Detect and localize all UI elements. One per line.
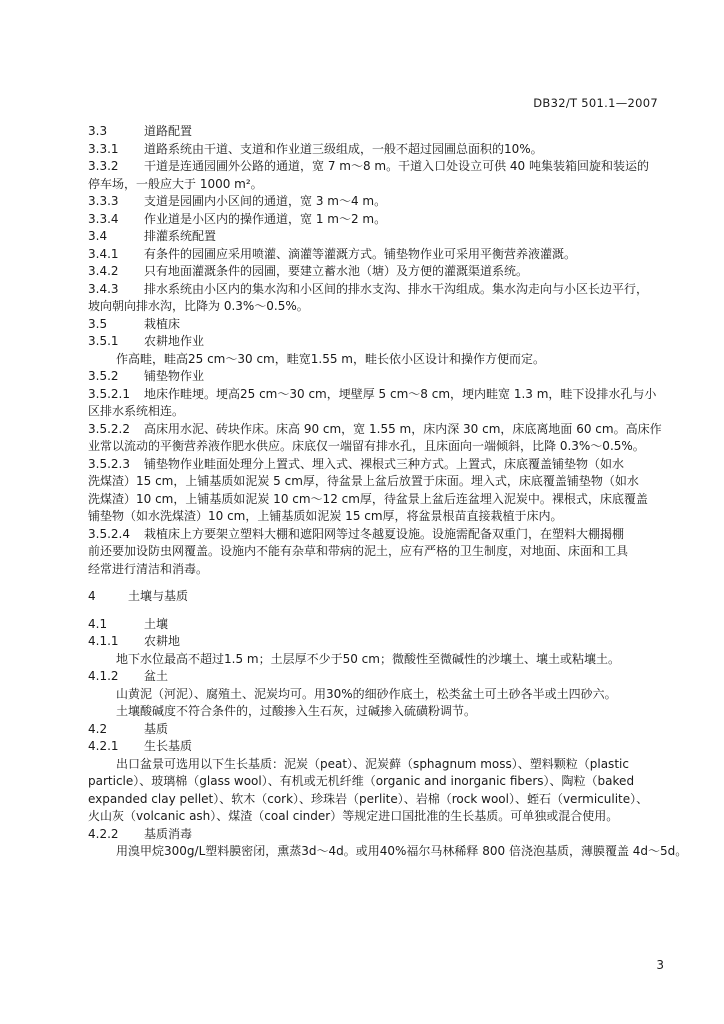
clause-line [88, 158, 668, 176]
text-line [88, 351, 668, 369]
clause-number: 3.5 [88, 316, 108, 331]
clause-text: 山黄泥（河泥）、腐殖土、泥炭均可。用30%的细砂作底土，松类盆土可土砂各半或土四砂六。 [116, 686, 617, 701]
document-body [88, 123, 688, 861]
text-line [88, 561, 668, 579]
clause-text: 区排水系统相连。 [88, 404, 185, 418]
clause-text: 铺垫物作业畦面处理分上置式、埋入式、裸根式三种方式。上置式，床底覆盖铺垫物（如水 [144, 456, 625, 471]
clause-text: 农耕地 [144, 634, 181, 648]
clause-number: 4.2 [88, 721, 108, 736]
clause-number: 3.5.2.4 [88, 526, 130, 541]
clause-text: 盆土 [144, 669, 169, 683]
clause-line [88, 421, 668, 439]
clause-text: expanded clay pellet）、软木（cork）、珍珠岩（perlite）、岩棉（rock wool）、蛭石（vermiculite）、 [88, 791, 649, 806]
clause-line [88, 368, 668, 386]
clause-number: 3.4.1 [88, 246, 119, 261]
clause-text: 排灌系统配置 [144, 229, 217, 243]
text-line [88, 791, 668, 809]
text-line [88, 773, 668, 791]
clause-text: 停车场，一般应大于 1000 m²。 [88, 176, 263, 191]
clause-text: 经常进行清洁和消毒。 [88, 561, 209, 576]
clause-number: 3.3.1 [88, 141, 119, 156]
clause-text: 土壤 [144, 616, 169, 631]
text-line [88, 703, 668, 721]
clause-text: 用溴甲烷300g/L塑料膜密闭，熏蒸3d～4d。或用40%福尔马林稀释 800 倍浇泡基质，薄膜覆盖 4d～5d。 [116, 844, 688, 858]
clause-line [88, 721, 668, 739]
clause-text: 道路系统由干道、支道和作业道三级组成，一般不超过园圃总面积的10%。 [144, 141, 543, 156]
text-line [88, 491, 668, 509]
clause-number: 4.1.2 [88, 669, 119, 683]
clause-text: 作高畦，畦高25 cm～30 cm，畦宽1.55 m，畦长依小区设计和操作方便而定。 [116, 351, 545, 366]
clause-text: 火山灰（volcanic ash）、煤渣（coal cinder）等规定进口国批准的生长基质。可单独或混合使用。 [88, 809, 619, 823]
clause-text: 作业道是小区内的操作通道，宽 1 m～2 m。 [144, 211, 387, 226]
clause-number: 3.5.2.1 [88, 386, 130, 401]
section-gap [88, 578, 668, 588]
clause-text: 栽植床 [144, 316, 181, 331]
clause-line [88, 316, 668, 334]
clause-text: 坡向朝向排水沟，比降为 0.3%～0.5%。 [88, 299, 309, 313]
clause-number: 3.3 [88, 124, 108, 138]
clause-line [88, 456, 668, 474]
clause-number: 4.1.1 [88, 634, 119, 648]
clause-text: 道路配置 [144, 124, 193, 138]
text-line [88, 473, 668, 491]
clause-text: particle）、玻璃棉（glass wool）、有机或无机纤维（organic and inorganic fibers）、陶粒（baked [88, 774, 635, 788]
clause-line [88, 281, 668, 299]
text-line [88, 686, 668, 704]
clause-text: 业常以流动的平衡营养液作肥水供应。床底仅一端留有排水孔，且床面向一端倾斜，比降 0.3%～0.5%。 [88, 439, 645, 453]
clause-number: 4.2.1 [88, 739, 119, 753]
clause-text: 土壤与基质 [128, 589, 189, 603]
clause-text: 生长基质 [144, 739, 193, 753]
section-gap [88, 606, 668, 616]
text-line [88, 438, 668, 456]
clause-line [88, 738, 668, 756]
clause-line [88, 526, 668, 544]
clause-line [88, 211, 668, 229]
clause-text: 铺垫物作业 [144, 369, 205, 383]
clause-number: 3.5.2 [88, 369, 119, 383]
text-line [88, 756, 668, 774]
text-line [88, 651, 668, 669]
clause-line [88, 141, 668, 159]
text-line [88, 298, 668, 316]
clause-line [88, 228, 668, 246]
clause-text: 基质 [144, 721, 169, 736]
clause-line [88, 123, 668, 141]
clause-number: 3.3.3 [88, 194, 119, 208]
clause-line [88, 616, 668, 634]
text-line [88, 543, 668, 561]
document-code: DB32/T 501.1—2007 [533, 96, 658, 110]
text-line [88, 843, 688, 861]
text-line [88, 808, 668, 826]
clause-number: 3.3.4 [88, 211, 119, 226]
clause-text: 支道是园圃内小区间的通道，宽 3 m～4 m。 [144, 194, 387, 208]
text-line [88, 176, 668, 194]
clause-text: 洗煤渣）15 cm，上铺基质如泥炭 5 cm厚，待盆景上盆后放置于床面。埋入式，床底覆盖铺垫物（如水 [88, 474, 639, 488]
clause-number: 4.1 [88, 616, 108, 631]
text-line [88, 508, 668, 526]
clause-line [88, 333, 668, 351]
page-number: 3 [656, 958, 664, 972]
clause-line [88, 193, 668, 211]
clause-text: 干道是连通园圃外公路的通道，宽 7 m～8 m。干道入口处设立可供 40 吨集装箱回旋和装运的 [144, 159, 649, 173]
clause-line [88, 633, 668, 651]
clause-line [88, 386, 668, 404]
clause-number: 3.4 [88, 229, 108, 243]
clause-number: 3.5.1 [88, 334, 119, 348]
clause-line [88, 246, 668, 264]
clause-text: 有条件的园圃应采用喷灌、滴灌等灌溉方式。铺垫物作业可采用平衡营养液灌溉。 [144, 246, 577, 261]
clause-text: 高床用水泥、砖块作床。床高 90 cm，宽 1.55 m，床内深 30 cm，床底离地面 60 cm。高床作 [144, 421, 662, 436]
clause-text: 出口盆景可选用以下生长基质：泥炭（peat）、泥炭藓（sphagnum moss）、塑料颗粒（plastic [116, 756, 629, 771]
clause-text: 排水系统由小区内的集水沟和小区间的排水支沟、排水干沟组成。集水沟走向与小区长边平行， [144, 281, 649, 296]
clause-text: 农耕地作业 [144, 334, 205, 348]
clause-line [88, 826, 668, 844]
clause-number: 4.2.2 [88, 826, 119, 841]
clause-text: 铺垫物（如水洗煤渣）10 cm，上铺基质如泥炭 15 cm厚，将盆景根苗直接栽植于床内。 [88, 509, 563, 523]
clause-text: 栽植床上方要架立塑料大棚和遮阳网等过冬越夏设施。设施需配备双重门，在塑料大棚揭棚 [144, 526, 625, 541]
text-line [88, 403, 668, 421]
clause-number: 3.3.2 [88, 159, 119, 173]
clause-text: 土壤酸碱度不符合条件的，过酸掺入生石灰，过碱掺入硫磺粉调节。 [116, 704, 477, 718]
clause-text: 前还要加设防虫网覆盖。设施内不能有杂草和带病的泥土，应有严格的卫生制度，对地面、床面和工具 [88, 544, 629, 558]
clause-line [88, 263, 668, 281]
clause-text: 只有地面灌溉条件的园圃，要建立蓄水池（塘）及方便的灌溉渠道系统。 [144, 264, 529, 278]
clause-number: 3.4.2 [88, 264, 119, 278]
clause-number: 4 [88, 589, 96, 603]
clause-line [88, 588, 668, 606]
clause-number: 3.5.2.2 [88, 421, 130, 436]
clause-number: 3.5.2.3 [88, 456, 130, 471]
clause-text: 洗煤渣）10 cm，上铺基质如泥炭 10 cm～12 cm厚，待盆景上盆后连盆埋入泥炭中。裸根式，床底覆盖 [88, 491, 648, 506]
clause-text: 地床作畦埂。埂高25 cm～30 cm，埂壁厚 5 cm～8 cm，埂内畦宽 1.3 m，畦下设排水孔与小 [144, 386, 657, 401]
clause-line [88, 668, 668, 686]
clause-text: 地下水位最高不超过1.5 m；土层厚不少于50 cm；微酸性至微碱性的沙壤土、壤土或粘壤土。 [116, 651, 620, 666]
clause-text: 基质消毒 [144, 826, 193, 841]
clause-number: 3.4.3 [88, 281, 119, 296]
